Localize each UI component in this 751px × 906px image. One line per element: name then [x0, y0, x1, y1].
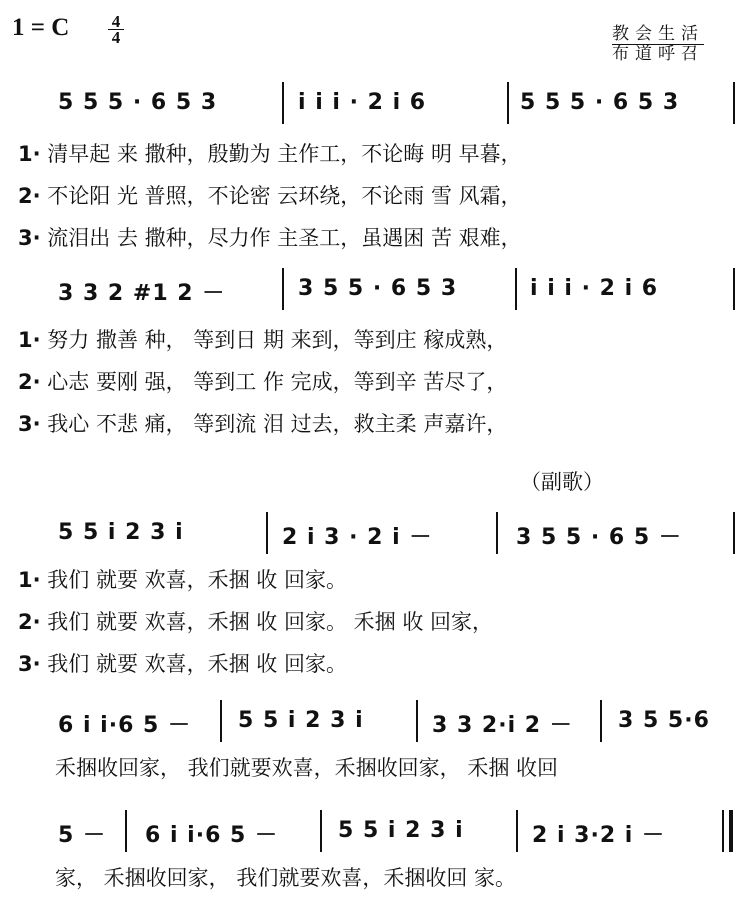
system3-verse-3: 3· 我们 就要 欢喜，禾捆 收 回家。 — [18, 652, 347, 676]
system5-lyrics: 家， 禾捆收回家， 我们就要欢喜，禾捆收回 家。 — [55, 866, 517, 890]
system3-measure-1: 5 5 i 2 3 i — [58, 520, 184, 545]
system1-measure-3: 5 5 5 · 6 5 3 — [520, 90, 680, 115]
time-signature-bottom: 4 — [111, 28, 121, 47]
final-barline-thin — [722, 810, 724, 852]
system4-measure-4: 3 5 5·6 — [618, 708, 710, 733]
system2-verse-2: 2· 心志 要刚 强， 等到工 作 完成，等到辛 苦尽了， — [18, 370, 508, 394]
barline — [516, 810, 518, 852]
system3-verse-1: 1· 我们 就要 欢喜，禾捆 收 回家。 — [18, 568, 347, 592]
category-line-2: 布道呼召 — [612, 44, 704, 64]
system1-measure-1: 5 5 5 · 6 5 3 — [58, 90, 218, 115]
barline — [733, 268, 735, 310]
system4-measure-3: 3 3 2·i 2 － — [432, 713, 573, 738]
system3-verse-2: 2· 我们 就要 欢喜，禾捆 收 回家。 禾捆 收 回家， — [18, 610, 494, 634]
chorus-label: （副歌） — [520, 470, 604, 494]
barline — [416, 700, 418, 742]
barline — [733, 512, 735, 554]
barline — [320, 810, 322, 852]
barline — [733, 82, 735, 124]
system5-measure-2: 6 i i·6 5 － — [145, 823, 278, 848]
barline — [496, 512, 498, 554]
category-label — [612, 25, 704, 64]
system1-verse-1: 1· 清早起 来 撒种，殷勤为 主作工，不论晦 明 早暮， — [18, 142, 522, 166]
barline — [125, 810, 127, 852]
system1-verse-2: 2· 不论阳 光 普照，不论密 云环绕，不论雨 雪 风霜， — [18, 184, 522, 208]
barline — [282, 268, 284, 310]
barline — [600, 700, 602, 742]
system2-verse-3: 3· 我心 不悲 痛， 等到流 泪 过去，救主柔 声嘉许， — [18, 412, 508, 436]
system3-measure-3: 3 5 5 · 6 5 － — [516, 525, 682, 550]
category-line-1: 教会生活 — [612, 24, 704, 44]
barline — [282, 82, 284, 124]
barline — [515, 268, 517, 310]
system2-measure-3: i i i · 2 i 6 — [530, 276, 659, 301]
system4-lyrics: 禾捆收回家， 我们就要欢喜，禾捆收回家， 禾捆 收回 — [55, 756, 559, 780]
system4-measure-1: 6 i i·6 5 － — [58, 713, 191, 738]
system2-verse-1: 1· 努力 撒善 种， 等到日 期 来到，等到庄 稼成熟， — [18, 328, 508, 352]
system1-measure-2: i i i · 2 i 6 — [298, 90, 427, 115]
system2-measure-2: 3 5 5 · 6 5 3 — [298, 276, 458, 301]
system5-measure-1: 5 － — [58, 823, 106, 848]
system2-measure-1: 3 3 2 #1 2 － — [58, 281, 226, 306]
barline — [507, 82, 509, 124]
system1-verse-3: 3· 流泪出 去 撒种，尽力作 主圣工，虽遇困 苦 艰难， — [18, 226, 522, 250]
time-signature-top: 4 — [111, 12, 121, 31]
system5-measure-3: 5 5 i 2 3 i — [338, 818, 464, 843]
time-signature — [105, 14, 127, 45]
system3-measure-2: 2 i 3 · 2 i － — [282, 525, 433, 550]
barline — [266, 512, 268, 554]
system4-measure-2: 5 5 i 2 3 i — [238, 708, 364, 733]
system5-measure-4: 2 i 3·2 i － — [532, 823, 665, 848]
barline — [220, 700, 222, 742]
final-barline-thick — [729, 810, 733, 852]
key-signature: 1 = C — [12, 14, 70, 41]
